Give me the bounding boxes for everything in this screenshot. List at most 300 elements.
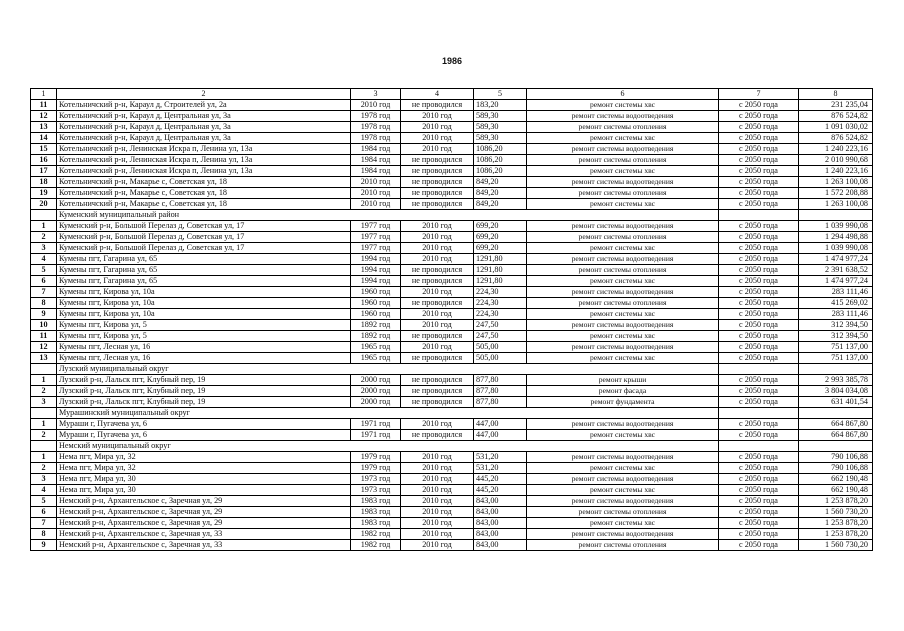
- section-row: [31, 364, 873, 375]
- work-type-cell: ремонт крыши: [527, 375, 719, 386]
- work-type-cell: ремонт системы отопления: [527, 188, 719, 199]
- term-cell: с 2050 года: [719, 375, 799, 386]
- section-title: Куменский муниципальный район: [57, 210, 719, 221]
- section-empty-cell: [799, 408, 873, 419]
- table-row: [31, 386, 873, 397]
- last-repair-cell: 2010 год: [401, 485, 474, 496]
- term-cell: с 2050 года: [719, 463, 799, 474]
- work-type-cell: ремонт системы отопления: [527, 155, 719, 166]
- address-cell: Лузский р-н, Лальск пгт, Клубный пер, 19: [57, 397, 351, 408]
- commission-year-cell: 1971 год: [351, 419, 401, 430]
- section-title: Мурашинский муниципальный округ: [57, 408, 719, 419]
- last-repair-cell: не проводился: [401, 353, 474, 364]
- last-repair-cell: 2010 год: [401, 529, 474, 540]
- work-type-cell: ремонт системы хвс: [527, 518, 719, 529]
- term-cell: с 2050 года: [719, 331, 799, 342]
- commission-year-cell: 1965 год: [351, 353, 401, 364]
- table-row: [31, 540, 873, 551]
- commission-year-cell: 1973 год: [351, 474, 401, 485]
- term-cell: с 2050 года: [719, 474, 799, 485]
- work-type-cell: ремонт системы хвс: [527, 243, 719, 254]
- address-cell: Кумены пгт, Кирова ул, 5: [57, 331, 351, 342]
- commission-year-cell: 2010 год: [351, 199, 401, 210]
- term-cell: с 2050 года: [719, 309, 799, 320]
- area-cell: 877,80: [474, 397, 527, 408]
- column-number: 6: [527, 89, 719, 100]
- area-cell: 224,30: [474, 287, 527, 298]
- area-cell: 849,20: [474, 177, 527, 188]
- area-cell: 531,20: [474, 463, 527, 474]
- term-cell: с 2050 года: [719, 353, 799, 364]
- last-repair-cell: не проводился: [401, 265, 474, 276]
- last-repair-cell: 2010 год: [401, 287, 474, 298]
- section-title: Немский муниципальный округ: [57, 441, 719, 452]
- address-cell: Кумены пгт, Лесная ул, 16: [57, 342, 351, 353]
- table-row: [31, 419, 873, 430]
- work-type-cell: ремонт системы хвс: [527, 331, 719, 342]
- row-number: 1: [31, 375, 57, 386]
- term-cell: с 2050 года: [719, 430, 799, 441]
- term-cell: с 2050 года: [719, 111, 799, 122]
- table-row: [31, 331, 873, 342]
- row-number: 15: [31, 144, 57, 155]
- work-type-cell: ремонт системы хвс: [527, 353, 719, 364]
- last-repair-cell: 2010 год: [401, 133, 474, 144]
- cost-cell: 662 190,48: [799, 474, 873, 485]
- last-repair-cell: 2010 год: [401, 254, 474, 265]
- commission-year-cell: 1982 год: [351, 529, 401, 540]
- address-cell: Кумены пгт, Гагарина ул, 65: [57, 276, 351, 287]
- work-type-cell: ремонт системы отопления: [527, 298, 719, 309]
- table-row: [31, 254, 873, 265]
- row-number: 5: [31, 265, 57, 276]
- commission-year-cell: 2000 год: [351, 397, 401, 408]
- cost-cell: 1 560 730,20: [799, 540, 873, 551]
- row-number: 1: [31, 221, 57, 232]
- term-cell: с 2050 года: [719, 199, 799, 210]
- table-row: [31, 221, 873, 232]
- commission-year-cell: 1983 год: [351, 496, 401, 507]
- column-number: 5: [474, 89, 527, 100]
- section-empty-cell: [719, 441, 799, 452]
- area-cell: 1291,80: [474, 265, 527, 276]
- row-number: 7: [31, 287, 57, 298]
- area-cell: 699,20: [474, 221, 527, 232]
- section-row: [31, 408, 873, 419]
- row-number: 1: [31, 419, 57, 430]
- term-cell: с 2050 года: [719, 254, 799, 265]
- row-number: 4: [31, 254, 57, 265]
- term-cell: с 2050 года: [719, 452, 799, 463]
- area-cell: 877,80: [474, 386, 527, 397]
- page-number: 1986: [441, 56, 463, 66]
- last-repair-cell: 2010 год: [401, 496, 474, 507]
- table-row: [31, 155, 873, 166]
- column-number: 4: [401, 89, 474, 100]
- area-cell: 699,20: [474, 243, 527, 254]
- work-type-cell: ремонт системы водоотведения: [527, 254, 719, 265]
- commission-year-cell: 1984 год: [351, 155, 401, 166]
- term-cell: с 2050 года: [719, 298, 799, 309]
- term-cell: с 2050 года: [719, 276, 799, 287]
- area-cell: 247,50: [474, 331, 527, 342]
- table-row: [31, 452, 873, 463]
- row-number: 16: [31, 155, 57, 166]
- address-cell: Кумены пгт, Гагарина ул, 65: [57, 265, 351, 276]
- area-cell: 877,80: [474, 375, 527, 386]
- commission-year-cell: 1994 год: [351, 276, 401, 287]
- area-cell: 843,00: [474, 529, 527, 540]
- area-cell: 224,30: [474, 309, 527, 320]
- row-number: 13: [31, 353, 57, 364]
- cost-cell: 1 253 878,20: [799, 496, 873, 507]
- row-number: 12: [31, 111, 57, 122]
- row-number: 6: [31, 507, 57, 518]
- term-cell: с 2050 года: [719, 243, 799, 254]
- work-type-cell: ремонт системы хвс: [527, 463, 719, 474]
- address-cell: Немский р-н, Архангельское с, Заречная ул, 29: [57, 518, 351, 529]
- area-cell: 445,20: [474, 485, 527, 496]
- section-empty-cell: [799, 441, 873, 452]
- address-cell: Котельничский р-н, Ленинская Искра п, Ленина ул, 13а: [57, 155, 351, 166]
- commission-year-cell: 2000 год: [351, 375, 401, 386]
- column-number-row: [31, 89, 873, 100]
- commission-year-cell: 1984 год: [351, 166, 401, 177]
- area-cell: 589,30: [474, 133, 527, 144]
- work-type-cell: ремонт системы отопления: [527, 232, 719, 243]
- address-cell: Немский р-н, Архангельское с, Заречная ул, 29: [57, 507, 351, 518]
- area-cell: 1291,80: [474, 276, 527, 287]
- term-cell: с 2050 года: [719, 529, 799, 540]
- commission-year-cell: 1960 год: [351, 309, 401, 320]
- work-type-cell: ремонт фундамента: [527, 397, 719, 408]
- work-type-cell: ремонт системы водоотведения: [527, 452, 719, 463]
- work-type-cell: ремонт системы хвс: [527, 276, 719, 287]
- cost-cell: 1 240 223,16: [799, 144, 873, 155]
- row-number: 2: [31, 430, 57, 441]
- commission-year-cell: 1971 год: [351, 430, 401, 441]
- last-repair-cell: не проводился: [401, 166, 474, 177]
- term-cell: с 2050 года: [719, 496, 799, 507]
- cost-cell: 3 804 034,08: [799, 386, 873, 397]
- last-repair-cell: не проводился: [401, 100, 474, 111]
- table-row: [31, 276, 873, 287]
- column-number: 2: [57, 89, 351, 100]
- term-cell: с 2050 года: [719, 386, 799, 397]
- commission-year-cell: 1978 год: [351, 133, 401, 144]
- work-type-cell: ремонт системы хвс: [527, 100, 719, 111]
- last-repair-cell: не проводился: [401, 386, 474, 397]
- work-type-cell: ремонт системы хвс: [527, 166, 719, 177]
- table-row: [31, 243, 873, 254]
- area-cell: 1086,20: [474, 144, 527, 155]
- last-repair-cell: 2010 год: [401, 111, 474, 122]
- last-repair-cell: 2010 год: [401, 320, 474, 331]
- commission-year-cell: 2000 год: [351, 386, 401, 397]
- cost-cell: 312 394,50: [799, 331, 873, 342]
- address-cell: Немский р-н, Архангельское с, Заречная ул, 33: [57, 529, 351, 540]
- address-cell: Кумены пгт, Кирова ул, 10а: [57, 309, 351, 320]
- table-row: [31, 507, 873, 518]
- last-repair-cell: не проводился: [401, 430, 474, 441]
- cost-cell: 2 010 990,68: [799, 155, 873, 166]
- column-number: 3: [351, 89, 401, 100]
- work-type-cell: ремонт системы отопления: [527, 540, 719, 551]
- work-type-cell: ремонт системы водоотведения: [527, 221, 719, 232]
- commission-year-cell: 1977 год: [351, 232, 401, 243]
- last-repair-cell: не проводился: [401, 199, 474, 210]
- area-cell: 589,30: [474, 111, 527, 122]
- section-title: Лузский муниципальный округ: [57, 364, 719, 375]
- row-number: 2: [31, 232, 57, 243]
- address-cell: Котельничский р-н, Караул д, Строителей ул, 2а: [57, 100, 351, 111]
- commission-year-cell: 1983 год: [351, 507, 401, 518]
- last-repair-cell: 2010 год: [401, 419, 474, 430]
- last-repair-cell: 2010 год: [401, 309, 474, 320]
- cost-cell: 662 190,48: [799, 485, 873, 496]
- cost-cell: 1 039 990,08: [799, 221, 873, 232]
- table-row: [31, 177, 873, 188]
- term-cell: с 2050 года: [719, 155, 799, 166]
- cost-cell: 231 235,04: [799, 100, 873, 111]
- table-row: [31, 188, 873, 199]
- table-row: [31, 320, 873, 331]
- last-repair-cell: 2010 год: [401, 463, 474, 474]
- address-cell: Лузский р-н, Лальск пгт, Клубный пер, 19: [57, 386, 351, 397]
- term-cell: с 2050 года: [719, 419, 799, 430]
- work-type-cell: ремонт системы водоотведения: [527, 320, 719, 331]
- row-number: 8: [31, 529, 57, 540]
- area-cell: 843,00: [474, 518, 527, 529]
- area-cell: 699,20: [474, 232, 527, 243]
- work-type-cell: ремонт системы отопления: [527, 265, 719, 276]
- table-row: [31, 529, 873, 540]
- term-cell: с 2050 года: [719, 221, 799, 232]
- section-row: [31, 210, 873, 221]
- row-number: 3: [31, 474, 57, 485]
- address-cell: Кумены пгт, Кирова ул, 10а: [57, 287, 351, 298]
- table-body: [31, 89, 873, 551]
- section-empty-cell: [31, 210, 57, 221]
- cost-cell: 1 240 223,16: [799, 166, 873, 177]
- cost-cell: 1 474 977,24: [799, 276, 873, 287]
- address-cell: Котельничский р-н, Макарье с, Советская ул, 18: [57, 177, 351, 188]
- work-type-cell: ремонт системы хвс: [527, 430, 719, 441]
- row-number: 3: [31, 397, 57, 408]
- last-repair-cell: 2010 год: [401, 122, 474, 133]
- address-cell: Куменский р-н, Большой Перелаз д, Советская ул, 17: [57, 232, 351, 243]
- area-cell: 589,30: [474, 122, 527, 133]
- commission-year-cell: 1977 год: [351, 221, 401, 232]
- area-cell: 843,00: [474, 496, 527, 507]
- address-cell: Лузский р-н, Лальск пгт, Клубный пер, 19: [57, 375, 351, 386]
- work-type-cell: ремонт системы хвс: [527, 309, 719, 320]
- work-type-cell: ремонт системы хвс: [527, 485, 719, 496]
- term-cell: с 2050 года: [719, 232, 799, 243]
- last-repair-cell: 2010 год: [401, 342, 474, 353]
- row-number: 9: [31, 540, 57, 551]
- last-repair-cell: не проводился: [401, 188, 474, 199]
- work-type-cell: ремонт системы водоотведения: [527, 177, 719, 188]
- commission-year-cell: 1994 год: [351, 265, 401, 276]
- term-cell: с 2050 года: [719, 100, 799, 111]
- area-cell: 849,20: [474, 188, 527, 199]
- table-row: [31, 122, 873, 133]
- last-repair-cell: не проводился: [401, 397, 474, 408]
- table-row: [31, 463, 873, 474]
- commission-year-cell: 1978 год: [351, 122, 401, 133]
- section-empty-cell: [31, 441, 57, 452]
- address-cell: Кумены пгт, Кирова ул, 10а: [57, 298, 351, 309]
- table-row: [31, 298, 873, 309]
- cost-cell: 2 391 638,52: [799, 265, 873, 276]
- address-cell: Нема пгт, Мира ул, 32: [57, 463, 351, 474]
- section-empty-cell: [799, 364, 873, 375]
- table-row: [31, 430, 873, 441]
- address-cell: Котельничский р-н, Караул д, Центральная ул, 3а: [57, 122, 351, 133]
- column-number: 8: [799, 89, 873, 100]
- last-repair-cell: не проводился: [401, 331, 474, 342]
- address-cell: Мураши г, Пугачева ул, 6: [57, 419, 351, 430]
- row-number: 12: [31, 342, 57, 353]
- section-empty-cell: [719, 408, 799, 419]
- cost-cell: 876 524,82: [799, 111, 873, 122]
- work-type-cell: ремонт системы водоотведения: [527, 342, 719, 353]
- area-cell: 505,00: [474, 353, 527, 364]
- row-number: 18: [31, 177, 57, 188]
- area-cell: 849,20: [474, 199, 527, 210]
- address-cell: Кумены пгт, Гагарина ул, 65: [57, 254, 351, 265]
- table-row: [31, 287, 873, 298]
- row-number: 14: [31, 133, 57, 144]
- row-number: 3: [31, 243, 57, 254]
- table-row: [31, 111, 873, 122]
- commission-year-cell: 1977 год: [351, 243, 401, 254]
- row-number: 2: [31, 386, 57, 397]
- address-cell: Кумены пгт, Лесная ул, 16: [57, 353, 351, 364]
- area-cell: 224,30: [474, 298, 527, 309]
- last-repair-cell: не проводился: [401, 276, 474, 287]
- term-cell: с 2050 года: [719, 342, 799, 353]
- address-cell: Куменский р-н, Большой Перелаз д, Советская ул, 17: [57, 221, 351, 232]
- address-cell: Нема пгт, Мира ул, 30: [57, 474, 351, 485]
- commission-year-cell: 1978 год: [351, 111, 401, 122]
- last-repair-cell: 2010 год: [401, 144, 474, 155]
- commission-year-cell: 1960 год: [351, 298, 401, 309]
- cost-cell: 1 572 208,88: [799, 188, 873, 199]
- address-cell: Немский р-н, Архангельское с, Заречная ул, 29: [57, 496, 351, 507]
- table-row: [31, 199, 873, 210]
- cost-cell: 664 867,80: [799, 430, 873, 441]
- commission-year-cell: 2010 год: [351, 177, 401, 188]
- work-type-cell: ремонт системы водоотведения: [527, 419, 719, 430]
- last-repair-cell: 2010 год: [401, 243, 474, 254]
- term-cell: с 2050 года: [719, 540, 799, 551]
- commission-year-cell: 1982 год: [351, 540, 401, 551]
- row-number: 2: [31, 463, 57, 474]
- commission-year-cell: 1994 год: [351, 254, 401, 265]
- term-cell: с 2050 года: [719, 518, 799, 529]
- term-cell: с 2050 года: [719, 397, 799, 408]
- area-cell: 445,20: [474, 474, 527, 485]
- table-row: [31, 133, 873, 144]
- row-number: 7: [31, 518, 57, 529]
- table-row: [31, 144, 873, 155]
- address-cell: Котельничский р-н, Макарье с, Советская ул, 18: [57, 199, 351, 210]
- address-cell: Котельничский р-н, Макарье с, Советская ул, 18: [57, 188, 351, 199]
- column-number: 7: [719, 89, 799, 100]
- row-number: 20: [31, 199, 57, 210]
- table-row: [31, 496, 873, 507]
- area-cell: 183,20: [474, 100, 527, 111]
- address-cell: Немский р-н, Архангельское с, Заречная ул, 33: [57, 540, 351, 551]
- cost-cell: 664 867,80: [799, 419, 873, 430]
- commission-year-cell: 2010 год: [351, 100, 401, 111]
- term-cell: с 2050 года: [719, 166, 799, 177]
- cost-cell: 751 137,00: [799, 353, 873, 364]
- table-row: [31, 265, 873, 276]
- commission-year-cell: 1973 год: [351, 485, 401, 496]
- table-row: [31, 353, 873, 364]
- term-cell: с 2050 года: [719, 133, 799, 144]
- area-cell: 843,00: [474, 507, 527, 518]
- area-cell: 1086,20: [474, 155, 527, 166]
- address-cell: Мураши г, Пугачева ул, 6: [57, 430, 351, 441]
- row-number: 4: [31, 485, 57, 496]
- section-empty-cell: [31, 364, 57, 375]
- area-cell: 1291,80: [474, 254, 527, 265]
- commission-year-cell: 1984 год: [351, 144, 401, 155]
- work-type-cell: ремонт системы отопления: [527, 507, 719, 518]
- area-cell: 447,00: [474, 430, 527, 441]
- term-cell: с 2050 года: [719, 320, 799, 331]
- cost-cell: 1 263 100,08: [799, 199, 873, 210]
- work-type-cell: ремонт системы водоотведения: [527, 144, 719, 155]
- cost-cell: 1 263 100,08: [799, 177, 873, 188]
- area-cell: 505,00: [474, 342, 527, 353]
- table-row: [31, 100, 873, 111]
- commission-year-cell: 1892 год: [351, 320, 401, 331]
- term-cell: с 2050 года: [719, 287, 799, 298]
- work-type-cell: ремонт системы водоотведения: [527, 287, 719, 298]
- last-repair-cell: 2010 год: [401, 540, 474, 551]
- row-number: 8: [31, 298, 57, 309]
- area-cell: 1086,20: [474, 166, 527, 177]
- term-cell: с 2050 года: [719, 122, 799, 133]
- commission-year-cell: 2010 год: [351, 188, 401, 199]
- term-cell: с 2050 года: [719, 507, 799, 518]
- work-type-cell: ремонт фасада: [527, 386, 719, 397]
- term-cell: с 2050 года: [719, 265, 799, 276]
- row-number: 13: [31, 122, 57, 133]
- area-cell: 247,50: [474, 320, 527, 331]
- table-row: [31, 309, 873, 320]
- area-cell: 531,20: [474, 452, 527, 463]
- column-number: 1: [31, 89, 57, 100]
- area-cell: 447,00: [474, 419, 527, 430]
- last-repair-cell: не проводился: [401, 177, 474, 188]
- work-type-cell: ремонт системы водоотведения: [527, 496, 719, 507]
- section-empty-cell: [799, 210, 873, 221]
- last-repair-cell: 2010 год: [401, 507, 474, 518]
- address-cell: Котельничский р-н, Ленинская Искра п, Ленина ул, 13а: [57, 144, 351, 155]
- cost-cell: 283 111,46: [799, 309, 873, 320]
- cost-cell: 790 106,88: [799, 452, 873, 463]
- work-type-cell: ремонт системы водоотведения: [527, 111, 719, 122]
- address-cell: Нема пгт, Мира ул, 32: [57, 452, 351, 463]
- last-repair-cell: 2010 год: [401, 474, 474, 485]
- work-type-cell: ремонт системы хвс: [527, 199, 719, 210]
